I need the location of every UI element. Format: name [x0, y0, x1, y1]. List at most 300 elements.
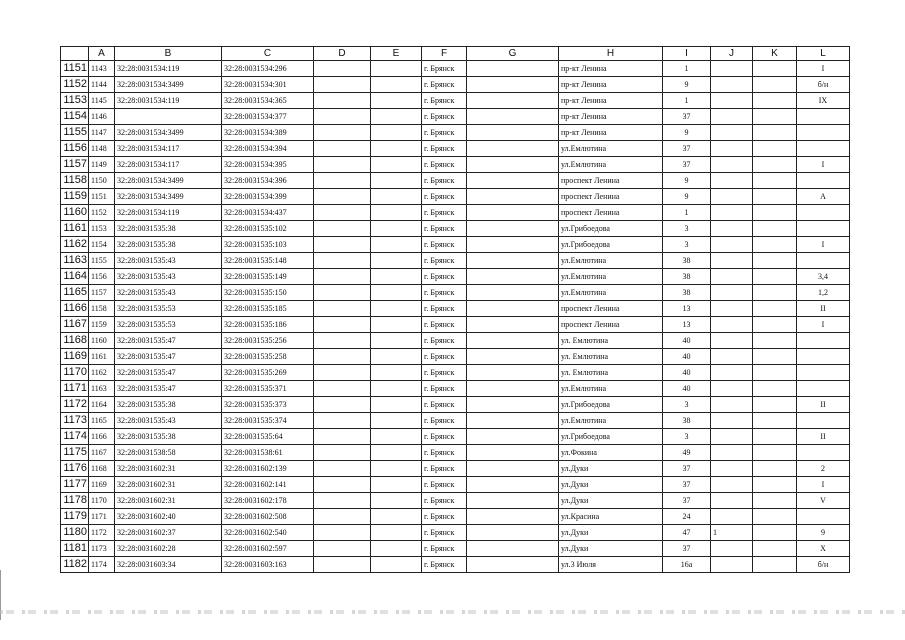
cell-g[interactable] [467, 429, 559, 445]
row-number-cell[interactable]: 1155 [61, 125, 89, 141]
cell-g[interactable] [467, 541, 559, 557]
cell-l[interactable] [797, 509, 850, 525]
cell-k[interactable] [753, 93, 797, 109]
cell-i[interactable]: 37 [663, 461, 711, 477]
cell-i[interactable]: 13 [663, 301, 711, 317]
cell-i[interactable]: 16а [663, 557, 711, 573]
cell-k[interactable] [753, 221, 797, 237]
cell-c[interactable]: 32:28:0031602:141 [222, 477, 314, 493]
cell-k[interactable] [753, 141, 797, 157]
cell-d[interactable] [314, 461, 371, 477]
cell-d[interactable] [314, 157, 371, 173]
cell-b[interactable]: 32:28:0031535:38 [115, 237, 222, 253]
cell-c[interactable]: 32:28:0031535:256 [222, 333, 314, 349]
cell-k[interactable] [753, 205, 797, 221]
cell-l[interactable]: I [797, 61, 850, 77]
row-number-cell[interactable]: 1159 [61, 189, 89, 205]
cell-a[interactable]: 1171 [89, 509, 115, 525]
cell-i[interactable]: 1 [663, 205, 711, 221]
cell-k[interactable] [753, 125, 797, 141]
cell-j[interactable] [711, 141, 753, 157]
row-number-cell[interactable]: 1170 [61, 365, 89, 381]
cell-b[interactable]: 32:28:0031535:38 [115, 221, 222, 237]
cell-k[interactable] [753, 77, 797, 93]
column-header-c[interactable]: C [222, 47, 314, 61]
cell-d[interactable] [314, 525, 371, 541]
cell-j[interactable] [711, 477, 753, 493]
cell-c[interactable]: 32:28:0031602:508 [222, 509, 314, 525]
corner-header-cell[interactable] [61, 47, 89, 61]
cell-b[interactable]: 32:28:0031535:38 [115, 397, 222, 413]
cell-f[interactable]: г. Брянск [422, 189, 467, 205]
cell-d[interactable] [314, 141, 371, 157]
cell-l[interactable]: 1,2 [797, 285, 850, 301]
cell-e[interactable] [371, 557, 422, 573]
cell-c[interactable]: 32:28:0031534:301 [222, 77, 314, 93]
cell-a[interactable]: 1170 [89, 493, 115, 509]
column-header-e[interactable]: E [371, 47, 422, 61]
cell-c[interactable]: 32:28:0031602:540 [222, 525, 314, 541]
cell-h[interactable]: ул.Грибоедова [559, 429, 663, 445]
cell-d[interactable] [314, 541, 371, 557]
cell-l[interactable]: 9 [797, 525, 850, 541]
cell-f[interactable]: г. Брянск [422, 493, 467, 509]
cell-d[interactable] [314, 317, 371, 333]
cell-k[interactable] [753, 413, 797, 429]
cell-e[interactable] [371, 221, 422, 237]
cell-f[interactable]: г. Брянск [422, 461, 467, 477]
cell-d[interactable] [314, 365, 371, 381]
cell-g[interactable] [467, 125, 559, 141]
cell-l[interactable]: V [797, 493, 850, 509]
cell-f[interactable]: г. Брянск [422, 157, 467, 173]
column-header-h[interactable]: H [559, 47, 663, 61]
cell-g[interactable] [467, 93, 559, 109]
cell-l[interactable]: X [797, 541, 850, 557]
cell-f[interactable]: г. Брянск [422, 77, 467, 93]
cell-f[interactable]: г. Брянск [422, 301, 467, 317]
cell-c[interactable]: 32:28:0031534:396 [222, 173, 314, 189]
cell-a[interactable]: 1149 [89, 157, 115, 173]
cell-g[interactable] [467, 253, 559, 269]
cell-c[interactable]: 32:28:0031535:103 [222, 237, 314, 253]
cell-i[interactable]: 38 [663, 285, 711, 301]
cell-h[interactable]: ул.Емлютина [559, 269, 663, 285]
column-header-j[interactable]: J [711, 47, 753, 61]
cell-d[interactable] [314, 269, 371, 285]
cell-f[interactable]: г. Брянск [422, 93, 467, 109]
cell-j[interactable] [711, 365, 753, 381]
cell-d[interactable] [314, 493, 371, 509]
cell-k[interactable] [753, 493, 797, 509]
cell-h[interactable]: пр-кт Ленина [559, 61, 663, 77]
cell-a[interactable]: 1155 [89, 253, 115, 269]
cell-c[interactable]: 32:28:0031603:163 [222, 557, 314, 573]
cell-d[interactable] [314, 253, 371, 269]
cell-h[interactable]: пр-кт Ленина [559, 109, 663, 125]
cell-j[interactable] [711, 269, 753, 285]
row-number-cell[interactable]: 1172 [61, 397, 89, 413]
cell-h[interactable]: пр-кт Ленина [559, 77, 663, 93]
cell-h[interactable]: ул.Емлютина [559, 157, 663, 173]
cell-f[interactable]: г. Брянск [422, 333, 467, 349]
column-header-i[interactable]: I [663, 47, 711, 61]
cell-i[interactable]: 37 [663, 493, 711, 509]
cell-h[interactable]: ул.Дуки [559, 525, 663, 541]
cell-h[interactable]: проспект Ленина [559, 205, 663, 221]
cell-h[interactable]: ул.Дуки [559, 477, 663, 493]
cell-e[interactable] [371, 253, 422, 269]
row-number-cell[interactable]: 1179 [61, 509, 89, 525]
cell-j[interactable]: 1 [711, 525, 753, 541]
row-number-cell[interactable]: 1165 [61, 285, 89, 301]
cell-h[interactable]: ул.Дуки [559, 461, 663, 477]
cell-i[interactable]: 40 [663, 365, 711, 381]
cell-b[interactable]: 32:28:0031535:38 [115, 429, 222, 445]
cell-e[interactable] [371, 397, 422, 413]
cell-g[interactable] [467, 61, 559, 77]
cell-e[interactable] [371, 461, 422, 477]
row-number-cell[interactable]: 1174 [61, 429, 89, 445]
row-number-cell[interactable]: 1154 [61, 109, 89, 125]
column-header-k[interactable]: K [753, 47, 797, 61]
cell-a[interactable]: 1151 [89, 189, 115, 205]
cell-h[interactable]: ул.Дуки [559, 541, 663, 557]
cell-f[interactable]: г. Брянск [422, 557, 467, 573]
cell-l[interactable] [797, 349, 850, 365]
cell-j[interactable] [711, 429, 753, 445]
cell-l[interactable]: I [797, 477, 850, 493]
cell-f[interactable]: г. Брянск [422, 125, 467, 141]
cell-g[interactable] [467, 189, 559, 205]
cell-l[interactable] [797, 333, 850, 349]
cell-i[interactable]: 47 [663, 525, 711, 541]
cell-f[interactable]: г. Брянск [422, 397, 467, 413]
row-number-cell[interactable]: 1168 [61, 333, 89, 349]
cell-d[interactable] [314, 429, 371, 445]
cell-a[interactable]: 1161 [89, 349, 115, 365]
cell-k[interactable] [753, 365, 797, 381]
cell-f[interactable]: г. Брянск [422, 253, 467, 269]
cell-k[interactable] [753, 525, 797, 541]
cell-b[interactable]: 32:28:0031534:117 [115, 141, 222, 157]
cell-g[interactable] [467, 205, 559, 221]
cell-a[interactable]: 1159 [89, 317, 115, 333]
cell-c[interactable]: 32:28:0031535:64 [222, 429, 314, 445]
cell-e[interactable] [371, 381, 422, 397]
row-number-cell[interactable]: 1180 [61, 525, 89, 541]
cell-l[interactable] [797, 381, 850, 397]
cell-a[interactable]: 1162 [89, 365, 115, 381]
cell-j[interactable] [711, 445, 753, 461]
row-number-cell[interactable]: 1152 [61, 77, 89, 93]
cell-a[interactable]: 1143 [89, 61, 115, 77]
cell-k[interactable] [753, 253, 797, 269]
cell-i[interactable]: 1 [663, 61, 711, 77]
cell-g[interactable] [467, 285, 559, 301]
cell-j[interactable] [711, 61, 753, 77]
cell-l[interactable] [797, 445, 850, 461]
cell-i[interactable]: 38 [663, 269, 711, 285]
row-number-cell[interactable]: 1162 [61, 237, 89, 253]
cell-b[interactable]: 32:28:0031534:3499 [115, 77, 222, 93]
cell-h[interactable]: пр-кт Ленина [559, 125, 663, 141]
cell-h[interactable]: ул. Емлютина [559, 333, 663, 349]
row-number-cell[interactable]: 1153 [61, 93, 89, 109]
cell-f[interactable]: г. Брянск [422, 381, 467, 397]
column-header-f[interactable]: F [422, 47, 467, 61]
cell-b[interactable]: 32:28:0031602:28 [115, 541, 222, 557]
cell-k[interactable] [753, 61, 797, 77]
cell-a[interactable]: 1167 [89, 445, 115, 461]
cell-c[interactable]: 32:28:0031534:395 [222, 157, 314, 173]
row-number-cell[interactable]: 1161 [61, 221, 89, 237]
cell-d[interactable] [314, 397, 371, 413]
cell-d[interactable] [314, 205, 371, 221]
cell-g[interactable] [467, 397, 559, 413]
cell-k[interactable] [753, 461, 797, 477]
cell-i[interactable]: 37 [663, 541, 711, 557]
cell-a[interactable]: 1158 [89, 301, 115, 317]
cell-l[interactable]: II [797, 397, 850, 413]
cell-k[interactable] [753, 269, 797, 285]
cell-a[interactable]: 1153 [89, 221, 115, 237]
cell-j[interactable] [711, 317, 753, 333]
row-number-cell[interactable]: 1182 [61, 557, 89, 573]
cell-h[interactable]: ул.Емлютина [559, 253, 663, 269]
cell-f[interactable]: г. Брянск [422, 477, 467, 493]
row-number-cell[interactable]: 1166 [61, 301, 89, 317]
cell-j[interactable] [711, 173, 753, 189]
cell-e[interactable] [371, 93, 422, 109]
cell-j[interactable] [711, 221, 753, 237]
cell-a[interactable]: 1148 [89, 141, 115, 157]
cell-b[interactable]: 32:28:0031534:3499 [115, 173, 222, 189]
cell-f[interactable]: г. Брянск [422, 269, 467, 285]
cell-h[interactable]: ул.Емлютина [559, 381, 663, 397]
row-number-cell[interactable]: 1157 [61, 157, 89, 173]
cell-k[interactable] [753, 445, 797, 461]
row-number-cell[interactable]: 1176 [61, 461, 89, 477]
cell-e[interactable] [371, 493, 422, 509]
cell-j[interactable] [711, 157, 753, 173]
cell-j[interactable] [711, 461, 753, 477]
cell-d[interactable] [314, 349, 371, 365]
cell-e[interactable] [371, 269, 422, 285]
cell-k[interactable] [753, 333, 797, 349]
cell-j[interactable] [711, 205, 753, 221]
cell-e[interactable] [371, 141, 422, 157]
cell-f[interactable]: г. Брянск [422, 509, 467, 525]
cell-k[interactable] [753, 557, 797, 573]
cell-h[interactable]: ул.Емлютина [559, 141, 663, 157]
cell-c[interactable]: 32:28:0031538:61 [222, 445, 314, 461]
cell-f[interactable]: г. Брянск [422, 173, 467, 189]
cell-a[interactable]: 1172 [89, 525, 115, 541]
cell-i[interactable]: 9 [663, 189, 711, 205]
cell-i[interactable]: 37 [663, 141, 711, 157]
cell-c[interactable]: 32:28:0031535:148 [222, 253, 314, 269]
cell-b[interactable]: 32:28:0031538:58 [115, 445, 222, 461]
cell-h[interactable]: проспект Ленина [559, 317, 663, 333]
cell-a[interactable]: 1146 [89, 109, 115, 125]
cell-a[interactable]: 1150 [89, 173, 115, 189]
row-number-cell[interactable]: 1160 [61, 205, 89, 221]
cell-e[interactable] [371, 365, 422, 381]
cell-l[interactable] [797, 205, 850, 221]
cell-c[interactable]: 32:28:0031534:437 [222, 205, 314, 221]
cell-b[interactable]: 32:28:0031535:53 [115, 301, 222, 317]
cell-g[interactable] [467, 509, 559, 525]
cell-k[interactable] [753, 237, 797, 253]
cell-b[interactable]: 32:28:0031535:43 [115, 285, 222, 301]
cell-h[interactable]: ул.Красина [559, 509, 663, 525]
row-number-cell[interactable]: 1173 [61, 413, 89, 429]
cell-l[interactable]: б/н [797, 77, 850, 93]
cell-h[interactable]: ул.Грибоедова [559, 221, 663, 237]
cell-g[interactable] [467, 221, 559, 237]
cell-e[interactable] [371, 77, 422, 93]
cell-c[interactable]: 32:28:0031534:296 [222, 61, 314, 77]
cell-g[interactable] [467, 333, 559, 349]
cell-l[interactable]: II [797, 301, 850, 317]
cell-f[interactable]: г. Брянск [422, 429, 467, 445]
cell-d[interactable] [314, 301, 371, 317]
cell-c[interactable]: 32:28:0031602:178 [222, 493, 314, 509]
cell-a[interactable]: 1163 [89, 381, 115, 397]
cell-b[interactable]: 32:28:0031535:47 [115, 365, 222, 381]
cell-i[interactable]: 38 [663, 253, 711, 269]
cell-c[interactable]: 32:28:0031534:399 [222, 189, 314, 205]
cell-l[interactable]: IX [797, 93, 850, 109]
cell-e[interactable] [371, 237, 422, 253]
row-number-cell[interactable]: 1156 [61, 141, 89, 157]
row-number-cell[interactable]: 1178 [61, 493, 89, 509]
cell-g[interactable] [467, 141, 559, 157]
cell-e[interactable] [371, 205, 422, 221]
cell-c[interactable]: 32:28:0031535:258 [222, 349, 314, 365]
cell-i[interactable]: 49 [663, 445, 711, 461]
cell-a[interactable]: 1156 [89, 269, 115, 285]
cell-e[interactable] [371, 333, 422, 349]
cell-b[interactable]: 32:28:0031534:119 [115, 93, 222, 109]
cell-l[interactable] [797, 413, 850, 429]
cell-c[interactable]: 32:28:0031534:389 [222, 125, 314, 141]
cell-i[interactable]: 37 [663, 477, 711, 493]
cell-k[interactable] [753, 397, 797, 413]
cell-b[interactable]: 32:28:0031534:3499 [115, 189, 222, 205]
cell-a[interactable]: 1147 [89, 125, 115, 141]
cell-j[interactable] [711, 541, 753, 557]
cell-b[interactable]: 32:28:0031535:43 [115, 269, 222, 285]
cell-b[interactable]: 32:28:0031535:43 [115, 413, 222, 429]
cell-c[interactable]: 32:28:0031535:150 [222, 285, 314, 301]
cell-j[interactable] [711, 349, 753, 365]
cell-h[interactable]: ул.Фокина [559, 445, 663, 461]
row-number-cell[interactable]: 1175 [61, 445, 89, 461]
cell-b[interactable] [115, 109, 222, 125]
cell-f[interactable]: г. Брянск [422, 413, 467, 429]
cell-f[interactable]: г. Брянск [422, 237, 467, 253]
cell-c[interactable]: 32:28:0031535:269 [222, 365, 314, 381]
cell-a[interactable]: 1174 [89, 557, 115, 573]
cell-b[interactable]: 32:28:0031534:117 [115, 157, 222, 173]
cell-b[interactable]: 32:28:0031534:3499 [115, 125, 222, 141]
cell-j[interactable] [711, 253, 753, 269]
cell-g[interactable] [467, 557, 559, 573]
cell-g[interactable] [467, 301, 559, 317]
cell-i[interactable]: 1 [663, 93, 711, 109]
cell-j[interactable] [711, 509, 753, 525]
cell-e[interactable] [371, 509, 422, 525]
cell-d[interactable] [314, 285, 371, 301]
cell-a[interactable]: 1173 [89, 541, 115, 557]
cell-j[interactable] [711, 237, 753, 253]
cell-k[interactable] [753, 317, 797, 333]
cell-d[interactable] [314, 413, 371, 429]
cell-c[interactable]: 32:28:0031602:597 [222, 541, 314, 557]
cell-d[interactable] [314, 445, 371, 461]
cell-d[interactable] [314, 189, 371, 205]
cell-l[interactable] [797, 173, 850, 189]
cell-g[interactable] [467, 365, 559, 381]
cell-i[interactable]: 3 [663, 237, 711, 253]
cell-b[interactable]: 32:28:0031534:119 [115, 61, 222, 77]
cell-h[interactable]: проспект Ленина [559, 189, 663, 205]
cell-b[interactable]: 32:28:0031602:31 [115, 461, 222, 477]
cell-k[interactable] [753, 349, 797, 365]
cell-h[interactable]: пр-кт Ленина [559, 93, 663, 109]
column-header-b[interactable]: B [115, 47, 222, 61]
cell-b[interactable]: 32:28:0031535:43 [115, 253, 222, 269]
cell-k[interactable] [753, 477, 797, 493]
cell-f[interactable]: г. Брянск [422, 221, 467, 237]
cell-e[interactable] [371, 301, 422, 317]
column-header-d[interactable]: D [314, 47, 371, 61]
cell-e[interactable] [371, 189, 422, 205]
cell-c[interactable]: 32:28:0031535:371 [222, 381, 314, 397]
cell-g[interactable] [467, 77, 559, 93]
cell-f[interactable]: г. Брянск [422, 317, 467, 333]
cell-j[interactable] [711, 93, 753, 109]
row-number-cell[interactable]: 1171 [61, 381, 89, 397]
cell-g[interactable] [467, 413, 559, 429]
cell-g[interactable] [467, 317, 559, 333]
cell-g[interactable] [467, 461, 559, 477]
cell-f[interactable]: г. Брянск [422, 109, 467, 125]
cell-i[interactable]: 9 [663, 173, 711, 189]
cell-j[interactable] [711, 77, 753, 93]
cell-d[interactable] [314, 93, 371, 109]
cell-e[interactable] [371, 429, 422, 445]
row-number-cell[interactable]: 1181 [61, 541, 89, 557]
cell-k[interactable] [753, 509, 797, 525]
cell-i[interactable]: 3 [663, 397, 711, 413]
cell-b[interactable]: 32:28:0031602:37 [115, 525, 222, 541]
cell-c[interactable]: 32:28:0031535:186 [222, 317, 314, 333]
cell-g[interactable] [467, 445, 559, 461]
cell-e[interactable] [371, 413, 422, 429]
cell-j[interactable] [711, 381, 753, 397]
cell-b[interactable]: 32:28:0031535:47 [115, 349, 222, 365]
cell-h[interactable]: ул.3 Июля [559, 557, 663, 573]
cell-l[interactable]: 2 [797, 461, 850, 477]
cell-a[interactable]: 1160 [89, 333, 115, 349]
cell-d[interactable] [314, 333, 371, 349]
cell-a[interactable]: 1144 [89, 77, 115, 93]
cell-f[interactable]: г. Брянск [422, 61, 467, 77]
cell-h[interactable]: ул. Емлютина [559, 349, 663, 365]
